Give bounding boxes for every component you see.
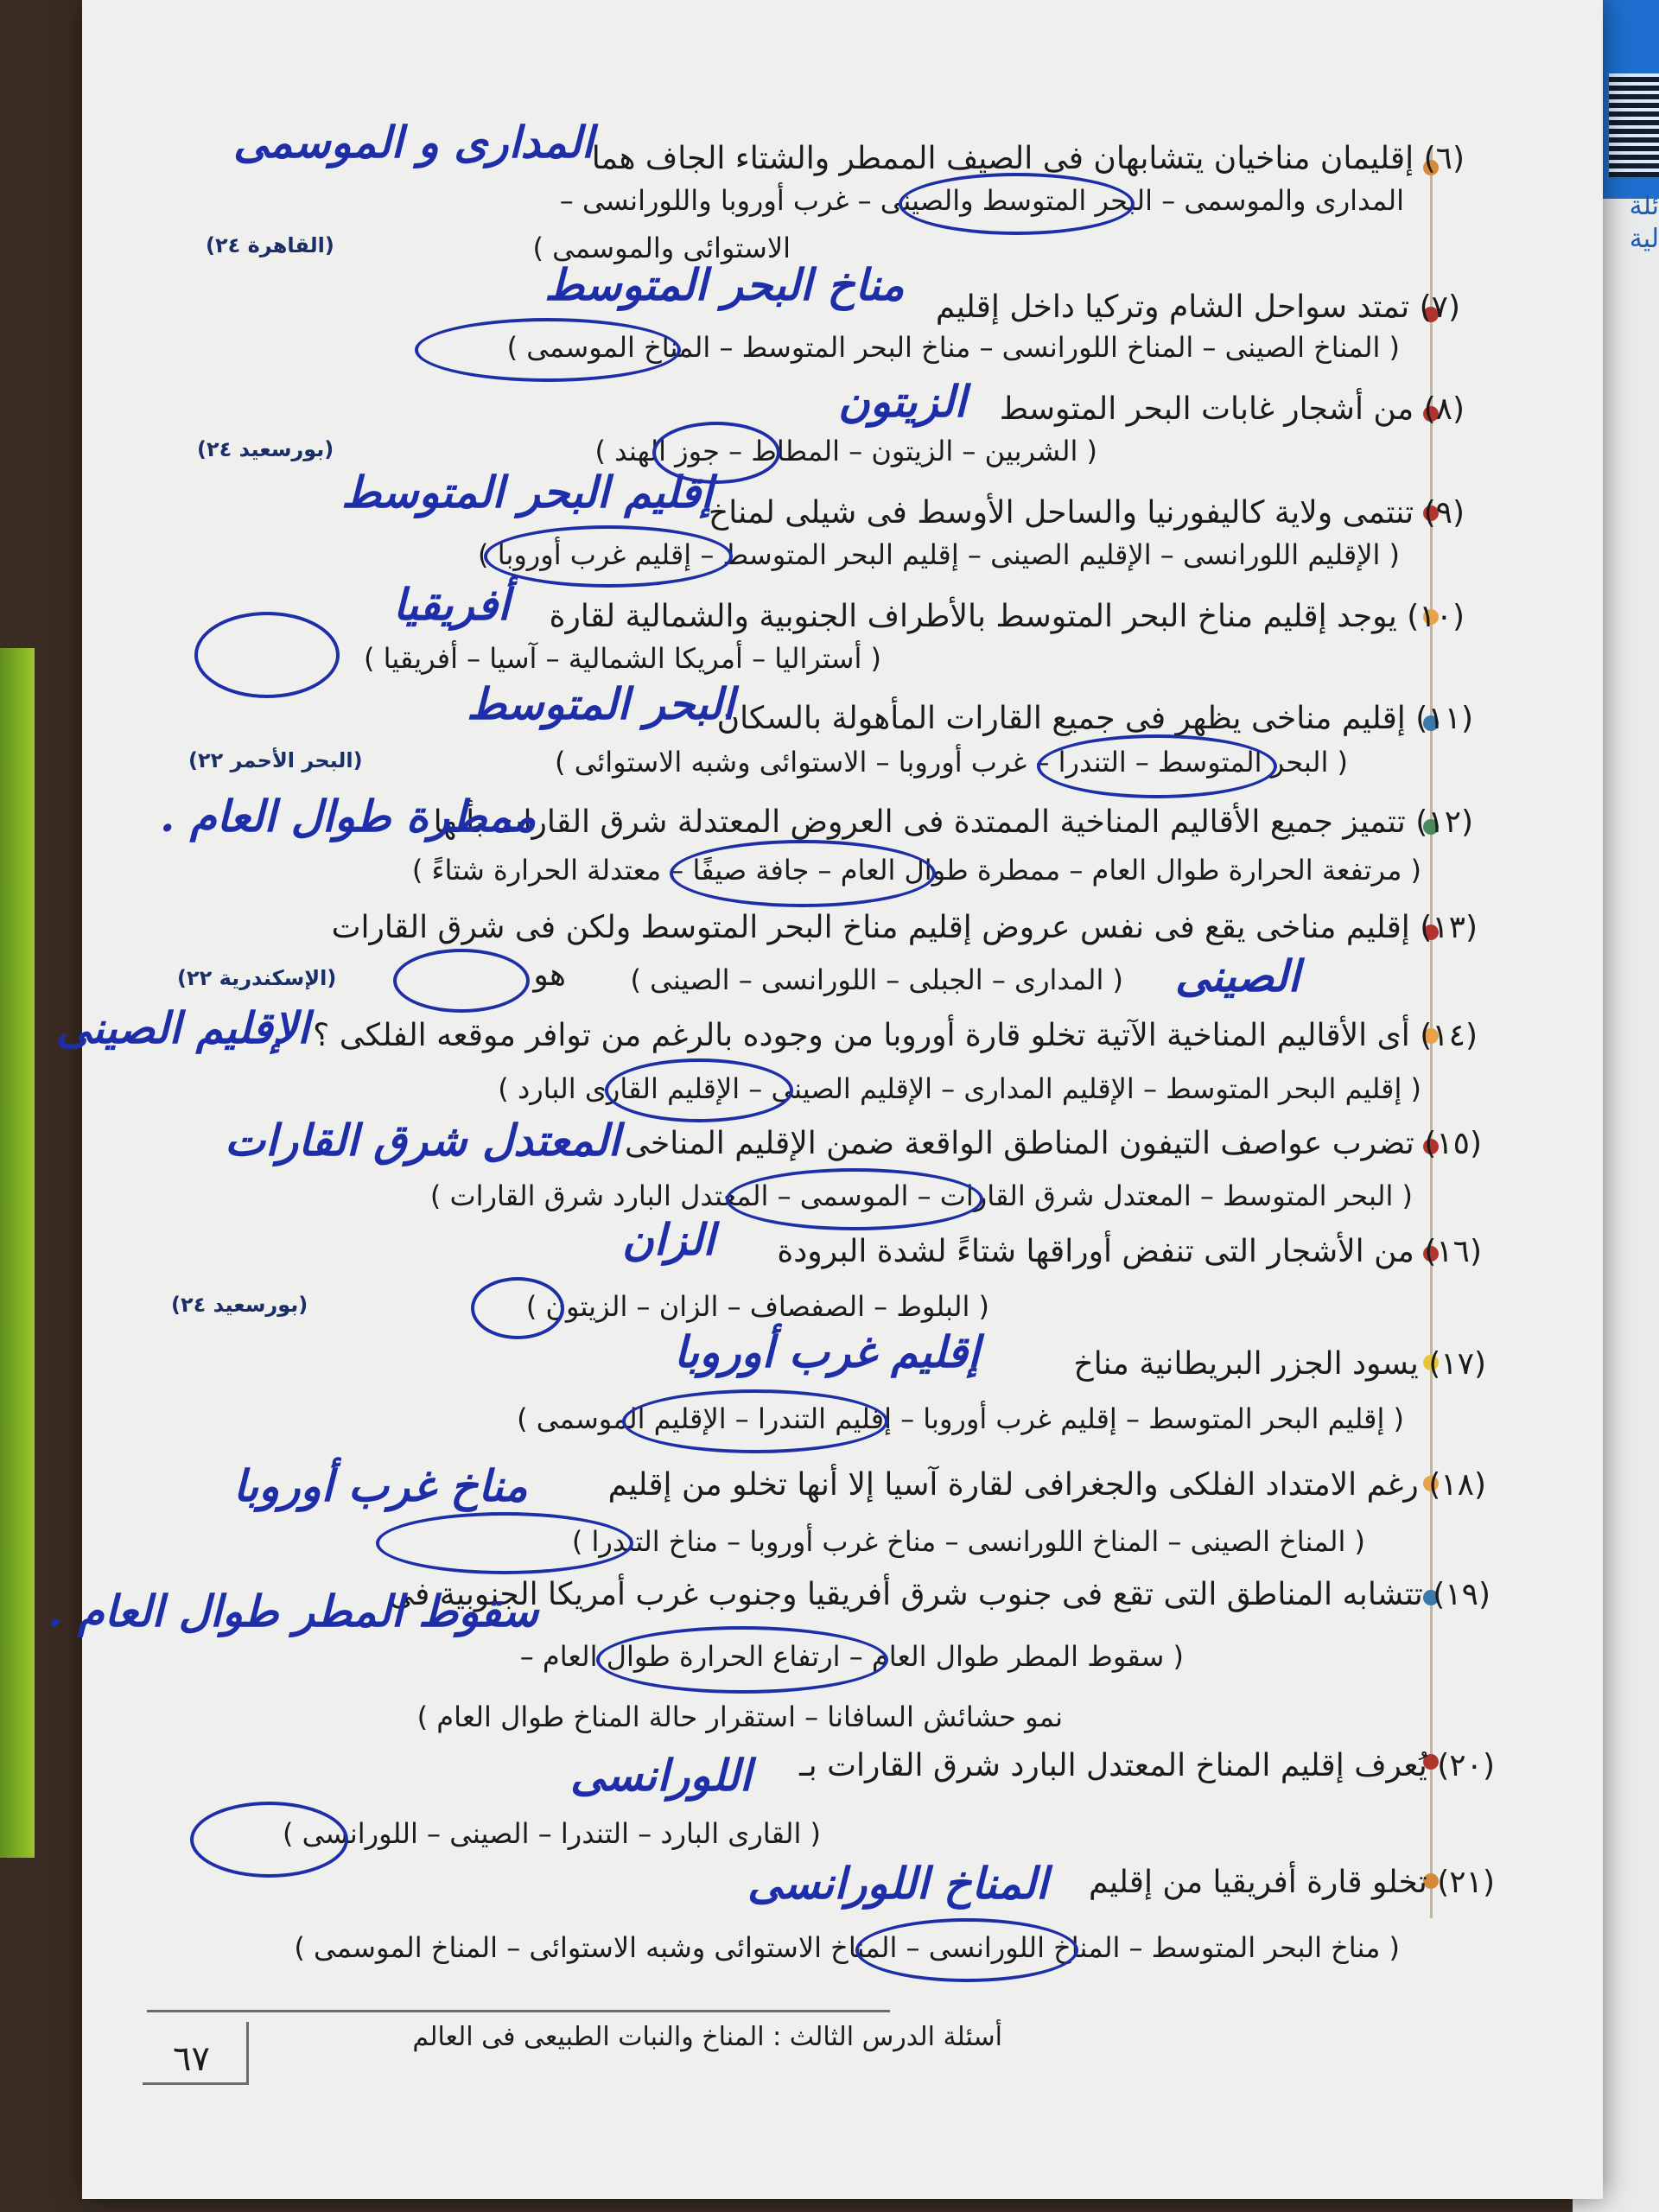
question-14: (١٤) أى الأقاليم المناخية الآتية تخلو قارة أوروبا من وجوده بالرغم من توافر موقعه الفلكى ؟	[313, 1018, 1478, 1053]
answer-circle-14	[605, 1058, 793, 1122]
options-8: ( الشربين – الزيتون – المطاط – جوز الهند )	[594, 435, 1097, 467]
answer-circle-6	[899, 173, 1135, 235]
options-18: ( المناخ الصينى – المناخ اللورانسى – مناخ غرب أوروبا – مناخ التندرا )	[571, 1525, 1365, 1558]
options-17: ( إقليم البحر المتوسط – إقليم غرب أوروبا – إقليم التندرا – الإقليم الموسمى )	[517, 1402, 1404, 1435]
answer-12: ممطرة طوال العام .	[160, 791, 537, 842]
options-10: ( أستراليا – أمريكا الشمالية – آسيا – أفريقيا )	[363, 642, 881, 675]
answer-13: الصينى	[1175, 950, 1300, 1001]
answer-circle-20	[190, 1802, 348, 1878]
options-15: ( البحر المتوسط – المعتدل شرق القارات – الموسمى – المعتدل البارد شرق القارات )	[429, 1179, 1413, 1212]
question-17: (١٧) يسود الجزر البريطانية مناخ	[1073, 1346, 1486, 1382]
options-7: ( المناخ الصينى – المناخ اللورانسى – مناخ البحر المتوسط – المناخ الموسمى )	[506, 331, 1400, 364]
answer-17: إقليم غرب أوروبا	[674, 1326, 980, 1377]
source-6: (القاهرة ٢٤)	[206, 233, 334, 257]
question-12: (١٢) تتميز جميع الأقاليم المناخية الممتدة فى العروض المعتدلة شرق القارات بأنها	[433, 804, 1473, 840]
answer-8: الزيتون	[838, 376, 967, 427]
question-10: (١٠) يوجد إقليم مناخ البحر المتوسط بالأطراف الجنوبية والشمالية لقارة	[549, 599, 1465, 634]
source-16: (بورسعيد ٢٤)	[171, 1293, 308, 1317]
answer-circle-16	[471, 1277, 564, 1339]
answer-circle-21	[855, 1918, 1078, 1982]
options-9: ( الإقليم اللورانسى – الإقليم الصينى – إقليم البحر المتوسط – إقليم غرب أوروبا )	[478, 538, 1400, 571]
answer-18: مناخ غرب أوروبا	[233, 1460, 528, 1511]
question-7: (٧) تمتد سواحل الشام وتركيا داخل إقليم	[935, 289, 1460, 325]
question-20: (٢٠) يُعرف إقليم المناخ المعتدل البارد شرق القارات بـ	[799, 1748, 1495, 1783]
options-12: ( مرتفعة الحرارة طوال العام – ممطرة طوال العام – جافة صيفًا – معتدلة الحرارة شتاءً )	[411, 854, 1421, 887]
answer-circle-12	[670, 840, 936, 907]
answer-15: المعتدل شرق القارات	[225, 1115, 620, 1166]
question-6: (٦) إقليمان مناخيان يتشابهان فى الصيف الممطر والشتاء الجاف هما	[591, 141, 1465, 176]
answer-circle-7	[415, 318, 681, 382]
answer-circle-15	[726, 1168, 983, 1230]
answer-circle-9	[484, 525, 733, 588]
footer-line	[147, 2010, 890, 2012]
answer-16: الزان	[622, 1214, 715, 1265]
options-14: ( إقليم البحر المتوسط – الإقليم المدارى – الإقليم الصينى – الإقليم القارى البارد )	[498, 1072, 1421, 1105]
answer-20: اللورانسى	[570, 1750, 752, 1801]
options-16: ( البلوط – الصفصاف – الزان – الزيتون )	[525, 1290, 989, 1323]
question-11: (١١) إقليم مناخى يظهر فى جميع القارات المأهولة بالسكان	[716, 701, 1473, 736]
question-18: (١٨) رغم الامتداد الفلكى والجغرافى لقارة آسيا إلا أنها تخلو من إقليم	[607, 1467, 1486, 1503]
answer-circle-18	[376, 1512, 633, 1574]
green-book-edge	[0, 648, 35, 1858]
options-11: ( البحر المتوسط – التندرا – غرب أوروبا – الاستوائى وشبه الاستوائى )	[555, 746, 1348, 779]
source-11: (البحر الأحمر ٢٢)	[188, 748, 363, 772]
options-19: ( سقوط المطر طوال العام – ارتفاع الحرارة طوال العام –	[519, 1640, 1184, 1673]
answer-11: البحر المتوسط	[467, 678, 734, 729]
question-16: (١٦) من الأشجار التى تنفض أوراقها شتاءً لشدة البرودة	[777, 1234, 1482, 1269]
answer-circle-11	[1037, 734, 1277, 798]
source-13: (الإسكندرية ٢٢)	[177, 966, 337, 990]
answer-circle-10	[194, 612, 340, 698]
answer-7: مناخ البحر المتوسط	[544, 259, 905, 310]
question-19: (١٩) تتشابه المناطق التى تقع فى جنوب شرق أفريقيا وجنوب غرب أمريكا الجنوبية فى	[389, 1577, 1491, 1612]
qr-code-icon	[1609, 73, 1659, 177]
question-13-line2: هو	[533, 957, 566, 993]
answer-10: أفريقيا	[393, 579, 510, 630]
answer-19: سقوط المطر طوال العام .	[48, 1586, 539, 1637]
next-page-text: ئلة لية	[1629, 191, 1659, 254]
answer-9: إقليم البحر المتوسط	[341, 467, 713, 518]
answer-circle-17	[622, 1389, 888, 1453]
options-13: ( المدارى – الجبلى – اللورانسى – الصينى )	[630, 963, 1123, 996]
answer-circle-13	[393, 949, 530, 1013]
answer-21: المناخ اللورانسى	[747, 1858, 1048, 1909]
options-19-line2: نمو حشائش السافانا – استقرار حالة المناخ طوال العام )	[416, 1700, 1063, 1733]
options-20: ( القارى البارد – التندرا – الصينى – اللورانسى )	[282, 1817, 821, 1850]
options-21: ( مناخ البحر المتوسط – المناخ اللورانسى – المناخ الاستوائى وشبه الاستوائى – المناخ الموسمى )	[294, 1931, 1400, 1964]
question-21: (٢١) تخلو قارة أفريقيا من إقليم	[1089, 1865, 1495, 1900]
page-number: ٦٧	[173, 2039, 210, 2079]
lesson-title: أسئلة الدرس الثالث : المناخ والنبات الطبيعى فى العالم	[412, 2022, 1002, 2052]
answer-circle-19	[596, 1626, 888, 1694]
question-13: (١٣) إقليم مناخى يقع فى نفس عروض إقليم مناخ البحر المتوسط ولكن فى شرق القارات	[331, 910, 1478, 945]
source-8: (بورسعيد ٢٤)	[197, 437, 334, 461]
question-8: (٨) من أشجار غابات البحر المتوسط	[999, 391, 1465, 427]
options-6: المدارى والموسمى – البحر المتوسط والصينى – غرب أوروبا واللورانسى –	[559, 184, 1404, 217]
question-9: (٩) تنتمى ولاية كاليفورنيا والساحل الأوسط فى شيلى لمناخ	[708, 495, 1465, 531]
question-15: (١٥) تضرب عواصف التيفون المناطق الواقعة ضمن الإقليم المناخى	[624, 1126, 1482, 1161]
answer-14: الإقليم الصينى	[56, 1002, 309, 1053]
answer-6: المدارى و الموسمى	[233, 117, 594, 168]
options-6-line2: الاستوائى والموسمى )	[532, 232, 791, 264]
